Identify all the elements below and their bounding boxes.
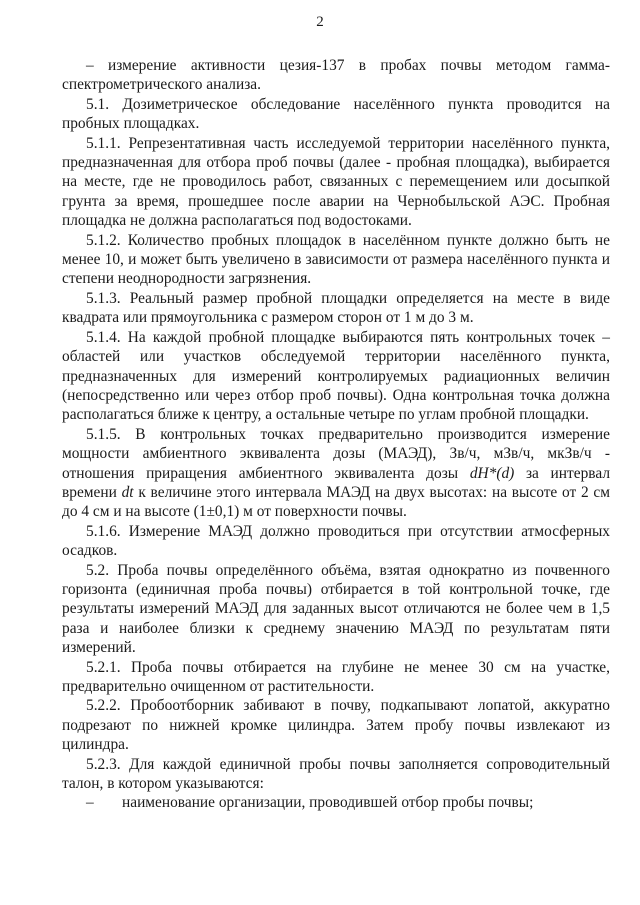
paragraph-5-1-2: 5.1.2. Количество пробных площадок в населённом пункте должно быть не менее 10, и может быть увеличено в зависимости от размера населённого пункта и степени неоднородности загрязнения. [62, 231, 610, 288]
formula-time-interval: dt [121, 483, 134, 501]
paragraph-gamma-spectrometry: – измерение активности цезия-137 в пробах почвы методом гамма-спектрометрического анализа. [62, 57, 610, 94]
paragraph-5-1-6: 5.1.6. Измерение МАЭД должно проводиться при отсутствии атмосферных осадков. [62, 522, 610, 560]
paragraph-5-1-5-part-a: 5.1.5. В контрольных точках предварительно производится измерение мощности амбиентного эквивалента дозы (МАЭД), Зв/ч, мЗв/ч, мкЗв/ч - отношения приращения амбиентного эквивалента дозы [62, 425, 610, 482]
paragraph-5-2-2: 5.2.2. Пробоотборник забивают в почву, подкапывают лопатой, аккуратно подрезают по нижней кромке цилиндра. Затем пробу почвы извлекают из цилиндра. [62, 697, 610, 754]
dash-marker: – [86, 794, 94, 812]
paragraph-5-1-5 [62, 425, 610, 522]
paragraph-5-1-1: 5.1.1. Репрезентативная часть исследуемой территории населённого пункта, предназначенная для отбора проб почвы (далее - пробная площадка), выбирается на месте, где не проводилось работ, связанных с перемещением или досыпкой грунта за время, прошедшее после аварии на Чернобыльской АЭС. Пробная площадка не должна располагаться под водостоками. [62, 134, 610, 230]
paragraph-5-1: 5.1. Дозиметрическое обследование населённого пункта проводится на пробных площадках. [62, 95, 610, 133]
paragraph-5-1-4: 5.1.4. На каждой пробной площадке выбираются пять контрольных точек – областей или участков обследуемой территории населённого пункта, предназначенных для измерений контролируемых радиационных величин (непосредственно или через отбор проб почвы). Одна контрольная точка должна располагаться ближе к центру, а остальные четыре по углам пробной площадки. [62, 328, 610, 424]
paragraph-5-1-5-part-c: к величине этого интервала МАЭД на двух высотах: на высоте от 2 см до 4 см и на высоте (1±0,1) м от поверхности почвы. [62, 483, 610, 521]
page-number: 2 [316, 14, 324, 30]
paragraph-5-2-3: 5.2.3. Для каждой единичной пробы почвы заполняется сопроводительный талон, в котором указываются: [62, 755, 610, 793]
paragraph-5-1-5-part-b: за интервал времени [62, 464, 610, 501]
paragraph-5-2-1: 5.2.1. Проба почвы отбирается на глубине не менее 30 см на участке, предварительно очищенном от растительности. [62, 658, 610, 695]
list-item-organization-name [62, 793, 610, 812]
formula-dose-increment: dH*(d) [469, 464, 515, 482]
list-item-text: наименование организации, проводившей отбор пробы почвы; [122, 794, 534, 812]
document-body [62, 56, 610, 813]
paragraph-5-2: 5.2. Проба почвы определённого объёма, взятая однократно из почвенного горизонта (единичная проба почвы) отбирается в той контрольной точке, где результаты измерений МАЭД для заданных высот отличаются не более чем в 1,5 раза и наиболее близки к среднему значению МАЭД по результатам пяти измерений. [62, 561, 610, 657]
paragraph-5-1-3: 5.1.3. Реальный размер пробной площадки определяется на месте в виде квадрата или прямоугольника с размером сторон от 1 м до 3 м. [62, 289, 610, 327]
